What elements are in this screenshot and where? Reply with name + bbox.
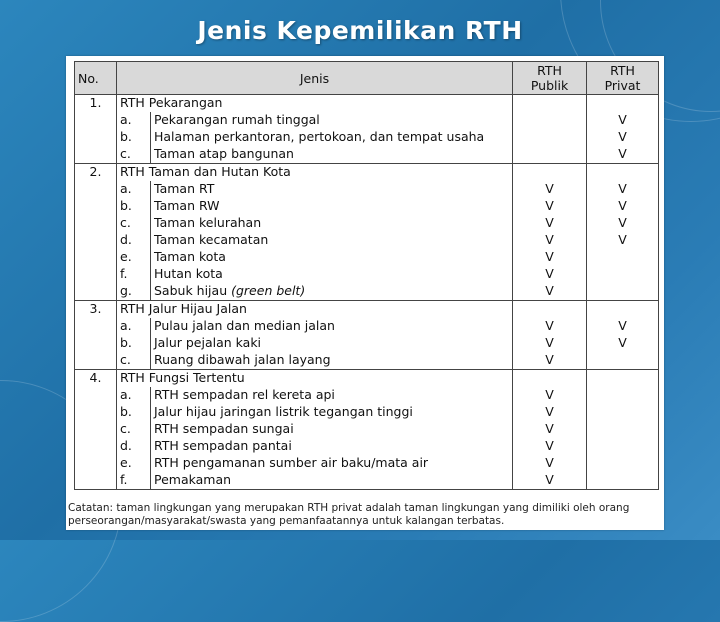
table-group-row: [75, 164, 659, 182]
publik-check: V: [513, 198, 587, 215]
table-row: [75, 472, 659, 490]
item-letter: b.: [117, 129, 151, 146]
item-label: Ruang dibawah jalan layang: [154, 352, 331, 367]
table-row: [75, 232, 659, 249]
item-label-cell: [151, 112, 513, 129]
row-number-cell: [75, 387, 117, 404]
item-letter: c.: [117, 215, 151, 232]
item-label-cell: [151, 249, 513, 266]
row-number-cell: [75, 318, 117, 335]
row-number-cell: [75, 181, 117, 198]
table-row: [75, 249, 659, 266]
item-letter: f.: [117, 266, 151, 283]
table-row: [75, 283, 659, 301]
group-privat-cell: [587, 301, 659, 319]
item-letter: b.: [117, 198, 151, 215]
publik-check: V: [513, 387, 587, 404]
item-label: Sabuk hijau: [154, 283, 228, 298]
row-number-cell: [75, 198, 117, 215]
row-number-cell: [75, 404, 117, 421]
publik-check: V: [513, 421, 587, 438]
privat-check: [587, 283, 659, 301]
publik-check: [513, 146, 587, 164]
item-label: Taman kota: [154, 249, 226, 264]
table-row: [75, 181, 659, 198]
publik-check: V: [513, 266, 587, 283]
item-letter: c.: [117, 352, 151, 370]
publik-check: V: [513, 472, 587, 490]
privat-check: [587, 455, 659, 472]
group-publik-cell: [513, 95, 587, 113]
item-label-cell: [151, 387, 513, 404]
publik-check: V: [513, 283, 587, 301]
privat-check: V: [587, 198, 659, 215]
item-label-cell: [151, 266, 513, 283]
item-label: Hutan kota: [154, 266, 223, 281]
privat-check: V: [587, 129, 659, 146]
item-label-cell: [151, 129, 513, 146]
item-label: Taman RT: [154, 181, 215, 196]
group-number: 4.: [75, 370, 117, 388]
publik-check: V: [513, 249, 587, 266]
item-label-cell: [151, 404, 513, 421]
header-publik-line1: RTH: [537, 63, 562, 78]
item-label: Taman atap bangunan: [154, 146, 294, 161]
item-label-cell: [151, 421, 513, 438]
privat-check: [587, 421, 659, 438]
item-label-cell: [151, 472, 513, 490]
item-letter: b.: [117, 404, 151, 421]
table-row: [75, 421, 659, 438]
group-name: RTH Pekarangan: [117, 95, 513, 113]
item-letter: d.: [117, 232, 151, 249]
header-no: No.: [75, 62, 117, 95]
footnote: Catatan: taman lingkungan yang merupakan RTH privat adalah taman lingkungan yang dimiliki oleh orang perseorangan/masyarakat/swasta yang pemanfaatannya untuk kalangan terbatas.: [68, 502, 630, 527]
group-name: RTH Fungsi Tertentu: [117, 370, 513, 388]
row-number-cell: [75, 112, 117, 129]
row-number-cell: [75, 455, 117, 472]
header-privat-line1: RTH: [610, 63, 635, 78]
publik-check: V: [513, 438, 587, 455]
item-letter: a.: [117, 112, 151, 129]
table-body: [75, 95, 659, 490]
item-label-cell: [151, 283, 513, 301]
item-label-cell: [151, 215, 513, 232]
table-row: [75, 129, 659, 146]
row-number-cell: [75, 266, 117, 283]
item-label-cell: [151, 455, 513, 472]
item-label-cell: [151, 352, 513, 370]
rth-ownership-table: [74, 61, 659, 490]
table-row: [75, 266, 659, 283]
item-label: Pemakaman: [154, 472, 232, 487]
privat-check: V: [587, 232, 659, 249]
item-label: Taman kelurahan: [154, 215, 262, 230]
item-label: Taman kecamatan: [154, 232, 269, 247]
header-publik-line2: Publik: [530, 78, 569, 93]
item-letter: d.: [117, 438, 151, 455]
publik-check: V: [513, 181, 587, 198]
item-letter: g.: [117, 283, 151, 301]
header-rth-privat: [587, 62, 659, 95]
item-label-italic: (green belt): [231, 283, 306, 298]
row-number-cell: [75, 472, 117, 490]
publik-check: V: [513, 352, 587, 370]
item-label-cell: [151, 318, 513, 335]
item-letter: c.: [117, 146, 151, 164]
group-publik-cell: [513, 370, 587, 388]
item-letter: c.: [117, 421, 151, 438]
table-row: [75, 455, 659, 472]
item-label: RTH sempadan pantai: [154, 438, 292, 453]
item-label-cell: [151, 438, 513, 455]
privat-check: [587, 249, 659, 266]
header-rth-publik: [513, 62, 587, 95]
item-letter: a.: [117, 318, 151, 335]
item-letter: b.: [117, 335, 151, 352]
table-row: [75, 146, 659, 164]
group-publik-cell: [513, 164, 587, 182]
privat-check: [587, 438, 659, 455]
table-row: [75, 387, 659, 404]
item-label: Taman RW: [154, 198, 220, 213]
row-number-cell: [75, 438, 117, 455]
item-label: Halaman perkantoran, pertokoan, dan tempat usaha: [154, 129, 485, 144]
publik-check: V: [513, 232, 587, 249]
publik-check: V: [513, 335, 587, 352]
publik-check: [513, 129, 587, 146]
item-label: Jalur pejalan kaki: [154, 335, 262, 350]
item-label-cell: [151, 198, 513, 215]
item-label: Pulau jalan dan median jalan: [154, 318, 335, 333]
row-number-cell: [75, 232, 117, 249]
table-group-row: [75, 301, 659, 319]
privat-check: [587, 404, 659, 421]
item-letter: a.: [117, 387, 151, 404]
table-row: [75, 112, 659, 129]
group-privat-cell: [587, 370, 659, 388]
table-row: [75, 318, 659, 335]
item-label-cell: [151, 146, 513, 164]
header-privat-line2: Privat: [604, 78, 641, 93]
row-number-cell: [75, 129, 117, 146]
table-row: [75, 335, 659, 352]
privat-check: [587, 472, 659, 490]
publik-check: V: [513, 318, 587, 335]
privat-check: [587, 387, 659, 404]
group-name: RTH Jalur Hijau Jalan: [117, 301, 513, 319]
item-label: RTH sempadan sungai: [154, 421, 294, 436]
table-row: [75, 404, 659, 421]
header-jenis: Jenis: [117, 62, 513, 95]
privat-check: V: [587, 215, 659, 232]
group-name: RTH Taman dan Hutan Kota: [117, 164, 513, 182]
table-row: [75, 198, 659, 215]
item-label-cell: [151, 181, 513, 198]
row-number-cell: [75, 146, 117, 164]
publik-check: [513, 112, 587, 129]
group-number: 2.: [75, 164, 117, 182]
row-number-cell: [75, 249, 117, 266]
privat-check: V: [587, 335, 659, 352]
privat-check: V: [587, 318, 659, 335]
group-number: 3.: [75, 301, 117, 319]
slide-title: Jenis Kepemilikan RTH: [197, 16, 523, 45]
table-row: [75, 438, 659, 455]
item-letter: e.: [117, 249, 151, 266]
row-number-cell: [75, 352, 117, 370]
item-label: RTH sempadan rel kereta api: [154, 387, 335, 402]
row-number-cell: [75, 215, 117, 232]
group-privat-cell: [587, 95, 659, 113]
group-publik-cell: [513, 301, 587, 319]
table-row: [75, 215, 659, 232]
item-label: Pekarangan rumah tinggal: [154, 112, 320, 127]
item-letter: a.: [117, 181, 151, 198]
group-privat-cell: [587, 164, 659, 182]
item-letter: f.: [117, 472, 151, 490]
table-group-row: [75, 370, 659, 388]
group-number: 1.: [75, 95, 117, 113]
item-label: RTH pengamanan sumber air baku/mata air: [154, 455, 429, 470]
publik-check: V: [513, 215, 587, 232]
table-group-row: [75, 95, 659, 113]
document-page: [66, 56, 664, 530]
item-label: Jalur hijau jaringan listrik tegangan tinggi: [154, 404, 413, 419]
privat-check: V: [587, 181, 659, 198]
row-number-cell: [75, 283, 117, 301]
publik-check: V: [513, 404, 587, 421]
publik-check: V: [513, 455, 587, 472]
privat-check: [587, 266, 659, 283]
privat-check: V: [587, 112, 659, 129]
row-number-cell: [75, 335, 117, 352]
privat-check: V: [587, 146, 659, 164]
privat-check: [587, 352, 659, 370]
item-letter: e.: [117, 455, 151, 472]
table-header-row: [75, 62, 659, 95]
row-number-cell: [75, 421, 117, 438]
item-label-cell: [151, 232, 513, 249]
table-row: [75, 352, 659, 370]
item-label-cell: [151, 335, 513, 352]
